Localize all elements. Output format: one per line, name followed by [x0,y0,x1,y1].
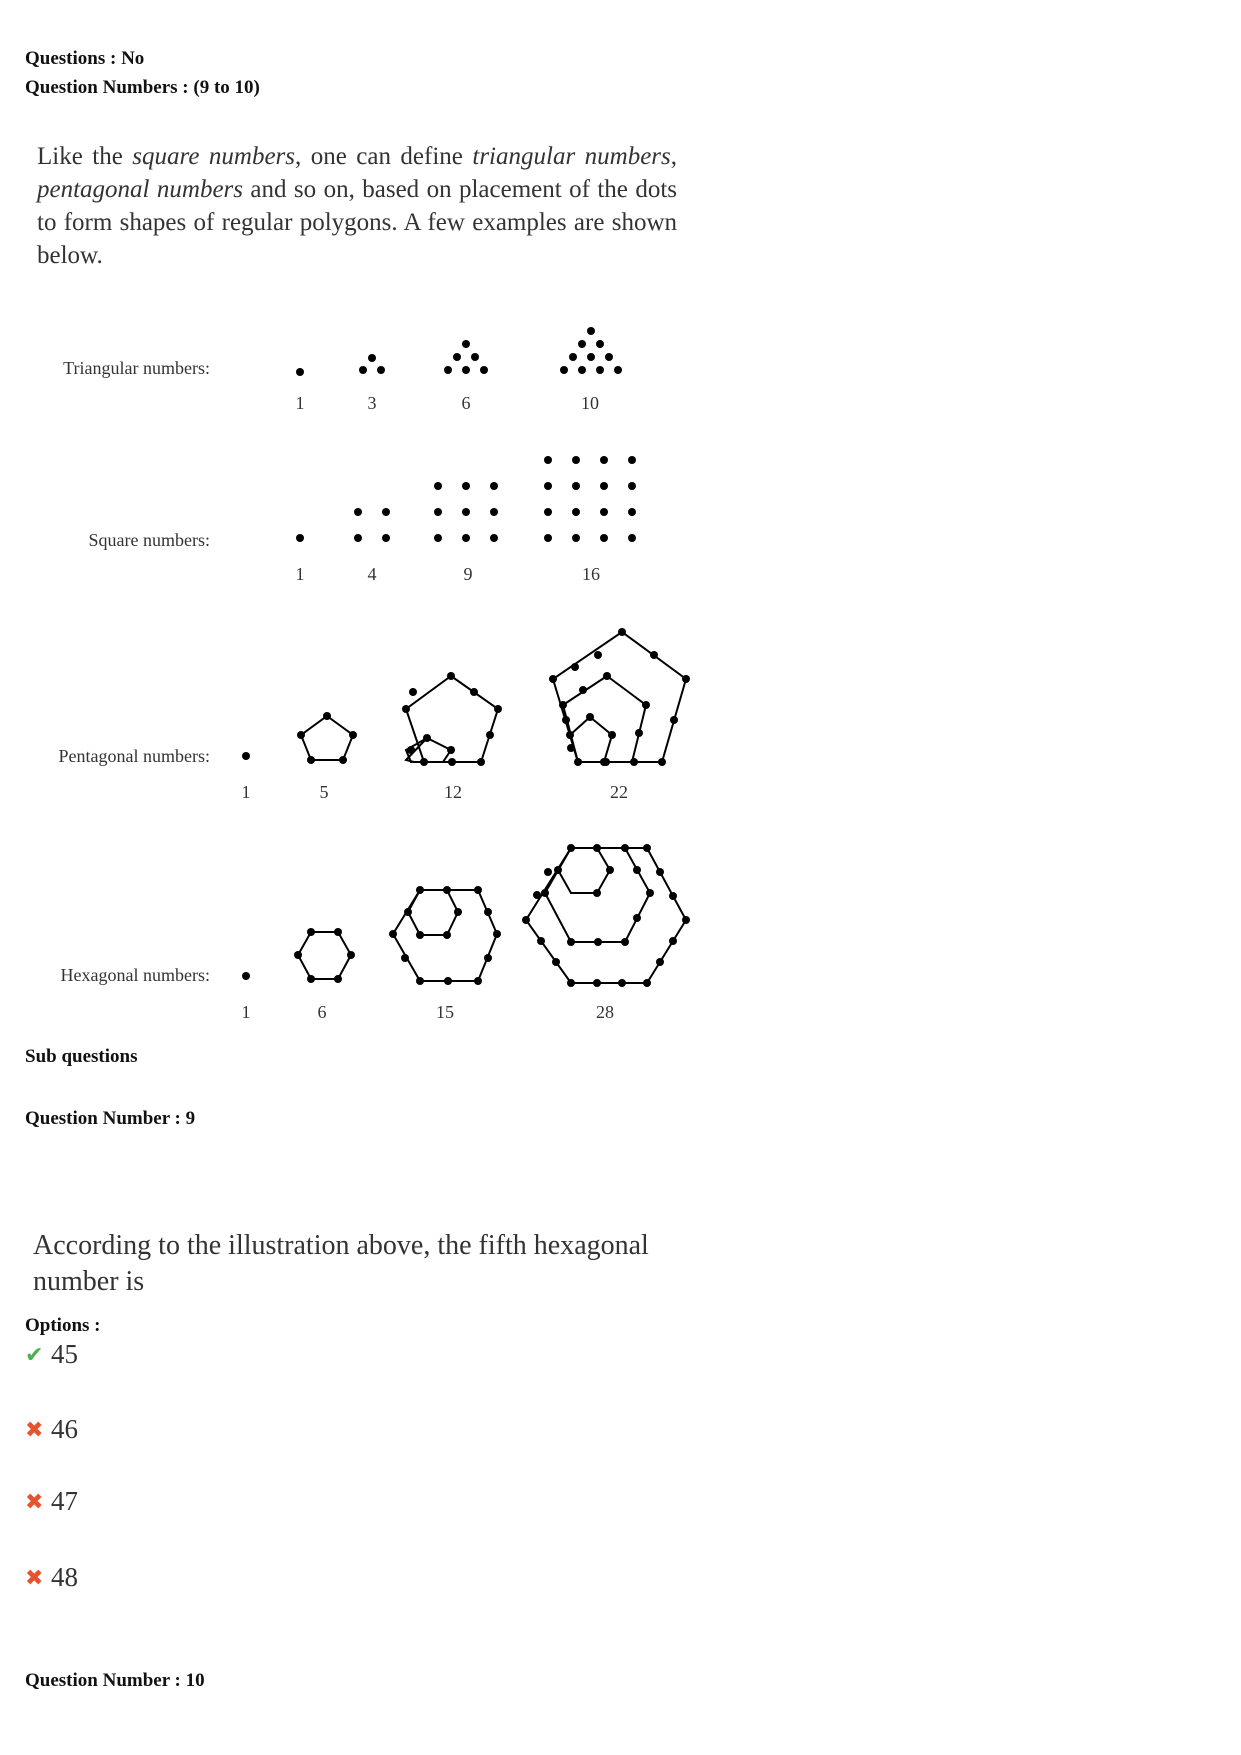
value-label: 16 [582,564,600,584]
triangular-1 [296,368,304,376]
hexagonal-6 [294,928,355,983]
value-label: 22 [610,782,628,802]
value-label: 28 [596,1002,614,1022]
pentagonal-1 [242,752,250,760]
sub-questions-heading: Sub questions [25,1046,138,1067]
polygonal-numbers-figure [0,0,760,1040]
value-label: 1 [241,1002,251,1022]
option-45[interactable] [25,1339,78,1370]
value-label: 1 [295,564,305,584]
passage-term-triangular: triangular numbers [472,143,671,170]
hexagonal-15 [389,886,501,985]
row-label-pentagonal: Pentagonal numbers: [58,746,210,766]
row-label-square: Square numbers: [88,530,210,550]
option-value: 48 [51,1562,78,1592]
option-value: 46 [51,1414,78,1444]
triangular-3 [359,354,385,374]
cross-icon: ✖ [25,1564,44,1590]
cross-icon: ✖ [25,1416,44,1442]
pentagonal-22 [549,628,690,766]
triangular-6 [444,340,488,374]
value-label: 5 [319,782,329,802]
option-value: 45 [51,1339,78,1369]
option-47[interactable] [25,1486,78,1517]
question-9-text: According to the illustration above, the fifth hexagonal number is [33,1230,649,1297]
options-label: Options : [25,1315,101,1336]
square-1 [296,534,304,542]
hexagonal-1 [242,972,250,980]
check-icon: ✔ [25,1341,44,1367]
passage-text: Like the [37,143,133,170]
passage-term-square: square numbers [132,143,295,170]
question-numbers: Question Numbers : (9 to 10) [25,77,260,98]
questions-count: Questions : No [25,48,145,69]
hexagonal-28 [522,844,690,987]
question-9-number: Question Number : 9 [25,1108,196,1129]
square-16 [544,456,636,542]
option-46[interactable] [25,1414,78,1445]
pentagonal-5 [297,712,357,764]
option-48[interactable] [25,1562,78,1593]
value-label: 6 [461,393,471,413]
value-label: 4 [367,564,377,584]
passage-text: , one can define [295,143,473,170]
value-label: 10 [581,393,599,413]
value-label: 9 [463,564,473,584]
passage-text: and so on, based on placement of the dots to form shapes of regular polygons. A few examples are shown below. [37,176,677,269]
passage-term-pentagonal: pentagonal numbers [37,176,244,203]
triangular-10 [560,327,622,374]
value-label: 12 [444,782,462,802]
row-label-hexagonal: Hexagonal numbers: [60,965,210,985]
row-label-triangular: Triangular numbers: [63,358,210,378]
square-4 [354,508,390,542]
option-value: 47 [51,1486,78,1516]
value-label: 6 [317,1002,327,1022]
value-label: 3 [367,393,377,413]
value-label: 15 [436,1002,454,1022]
passage-text: , [670,143,677,170]
square-9 [434,482,498,542]
cross-icon: ✖ [25,1488,44,1514]
value-label: 1 [295,393,305,413]
pentagonal-12 [402,672,502,766]
value-label: 1 [241,782,251,802]
question-10-number: Question Number : 10 [25,1670,205,1691]
